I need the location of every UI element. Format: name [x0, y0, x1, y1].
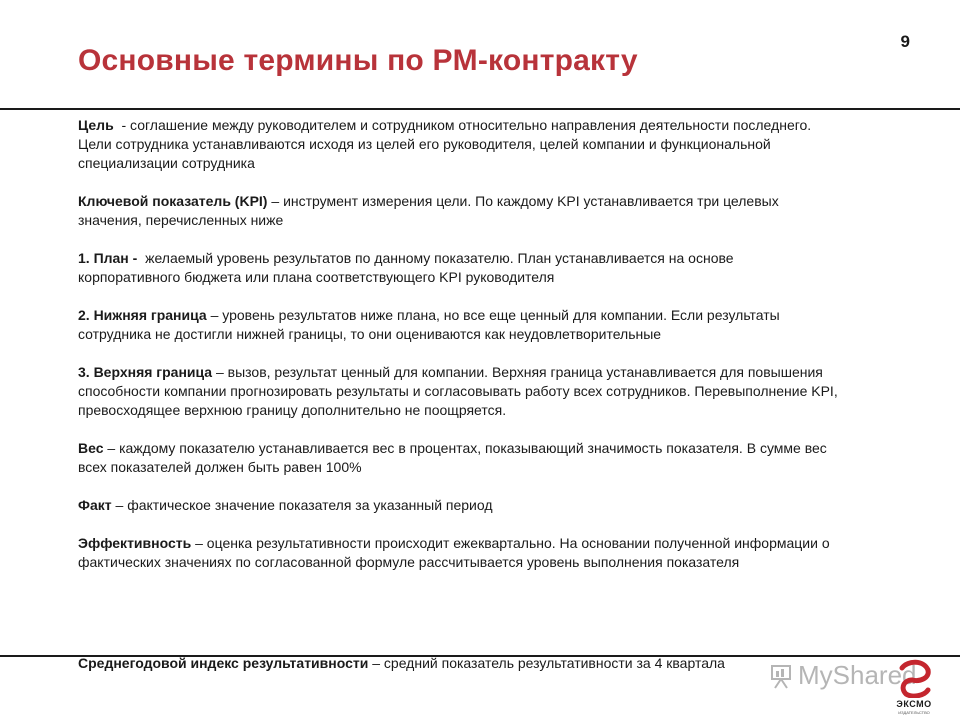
- term-separator: [137, 250, 145, 266]
- term-goal: [78, 116, 838, 173]
- term-name: 1. План -: [78, 250, 138, 266]
- terms-list: [78, 116, 838, 572]
- term-kpi: [78, 192, 838, 230]
- term-definition: уровень результатов ниже плана, но все еще ценный для компании. Если результаты сотрудника не достигли нижней границы, то они оцениваются как неудовлетворительные: [78, 307, 780, 342]
- top-divider: [0, 108, 960, 110]
- slide-number: 9: [900, 32, 910, 51]
- watermark-text: MyShared: [798, 660, 917, 690]
- term-name: Цель: [78, 117, 114, 133]
- term-definition: инструмент измерения цели. По каждому KPI устанавливается три целевых значения, перечисленных ниже: [78, 193, 779, 228]
- term-efficiency: [78, 534, 838, 572]
- term-separator: –: [191, 535, 207, 551]
- term-name: Вес: [78, 440, 104, 456]
- logo-subtext: ИЗДАТЕЛЬСТВО: [898, 710, 930, 715]
- term-definition: фактическое значение показателя за указанный период: [127, 497, 493, 513]
- term-name: Факт: [78, 497, 112, 513]
- term-name: 2. Нижняя граница: [78, 307, 207, 323]
- term-separator: –: [103, 440, 120, 456]
- term-separator: -: [113, 117, 131, 133]
- term-separator: –: [267, 193, 284, 209]
- term-weight: [78, 439, 838, 477]
- term-separator: –: [368, 655, 384, 671]
- logo-text: ЭКСМО: [896, 699, 932, 709]
- term-separator: –: [206, 307, 223, 323]
- term-definition: вызов, результат ценный для компании. Верхняя граница устанавливается для повышения способности компании прогнозировать результаты и согласовывать работу всех сотрудников. Перевыполнение KPI, превосходящее верхнюю границу дополнительно не поощряется.: [78, 364, 838, 418]
- slide-title: Основные термины по PM-контракту: [78, 44, 638, 77]
- term-definition: оценка результативности происходит ежеквартально. На основании полученной информации о фактических значениях по согласованной формуле рассчитывается уровень выполнения показателя: [78, 535, 830, 570]
- term-definition: желаемый уровень результатов по данному показателю. План устанавливается на основе корпоративного бюджета или плана соответствующего KPI руководителя: [78, 250, 734, 285]
- term-name: Среднегодовой индекс результативности: [78, 655, 369, 671]
- term-name: 3. Верхняя граница: [78, 364, 213, 380]
- term-name: Ключевой показатель (KPI): [78, 193, 268, 209]
- term-plan: [78, 249, 838, 287]
- term-separator: –: [111, 497, 128, 513]
- company-logo: [886, 658, 942, 718]
- term-definition: каждому показателю устанавливается вес в процентах, показывающий значимость показателя. В сумме вес всех показателей должен быть равен 100%: [78, 440, 827, 475]
- term-lower-bound: [78, 306, 838, 344]
- term-definition: соглашение между руководителем и сотрудником относительно направления деятельности последнего. Цели сотрудника устанавливаются исходя из целей его руководителя, целей компании и функциональной специализации сотрудника: [78, 117, 812, 171]
- term-separator: –: [212, 364, 228, 380]
- presentation-board-icon: [770, 663, 792, 689]
- term-definition: средний показатель результативности за 4 квартала: [383, 655, 725, 671]
- term-upper-bound: [78, 363, 838, 420]
- term-fact: [78, 496, 838, 515]
- eksmo-logo-icon: [894, 658, 934, 698]
- term-name: Эффективность: [78, 535, 192, 551]
